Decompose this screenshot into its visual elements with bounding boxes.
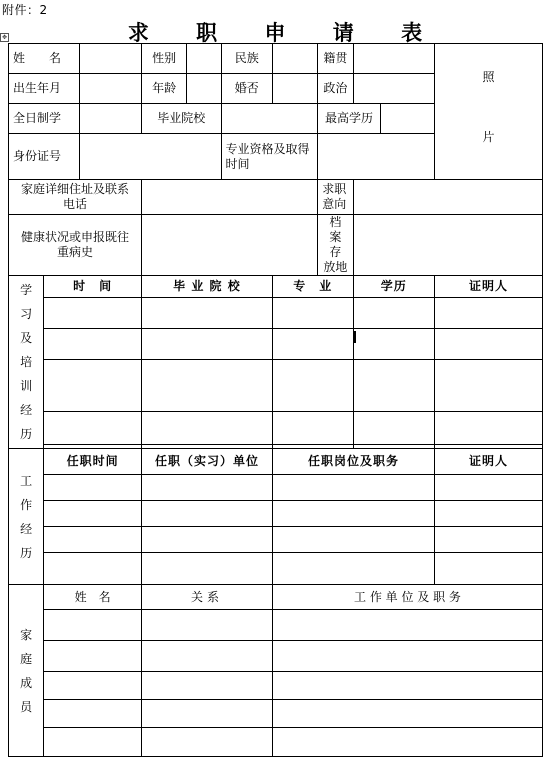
family-cell[interactable] [44, 610, 142, 641]
application-form-table [8, 43, 543, 757]
education-cell[interactable] [141, 329, 272, 360]
family-cell[interactable] [272, 672, 542, 700]
photo-box[interactable] [435, 44, 543, 180]
family-cell[interactable] [44, 672, 142, 700]
education-section-char: 历 [20, 427, 33, 441]
birth-date-label: 出生年月 [9, 74, 80, 104]
age-label: 年龄 [141, 74, 186, 104]
gender-field[interactable] [187, 44, 221, 74]
family-cell[interactable] [141, 641, 272, 672]
family-cell[interactable] [272, 610, 542, 641]
family-section-label [9, 585, 44, 757]
family-cell[interactable] [141, 672, 272, 700]
photo-label-top: 照 [482, 70, 495, 84]
birth-date-field[interactable] [79, 74, 141, 104]
archive-field[interactable] [353, 215, 543, 276]
education-cell[interactable] [435, 329, 543, 360]
work-section-char: 作 [20, 497, 33, 512]
family-cell[interactable] [141, 700, 272, 728]
education-header-degree: 学历 [353, 276, 435, 298]
ethnicity-label: 民族 [221, 44, 272, 74]
name-label: 姓 名 [9, 44, 80, 74]
address-field[interactable] [141, 180, 317, 215]
job-intent-field[interactable] [353, 180, 543, 215]
job-intent-label: 求职意向 [318, 180, 353, 215]
family-cell[interactable] [141, 610, 272, 641]
table-anchor-icon[interactable]: ✥ [1, 34, 8, 41]
education-cell[interactable] [435, 360, 543, 412]
education-cell[interactable] [353, 412, 435, 445]
political-field[interactable] [353, 74, 435, 104]
work-section-label [9, 449, 44, 585]
work-cell[interactable] [435, 553, 543, 585]
work-section-char: 历 [20, 545, 33, 560]
education-section-char: 学 [20, 283, 33, 297]
family-section-char: 成 [20, 675, 33, 690]
education-header-major: 专 业 [272, 276, 353, 298]
education-header-school: 毕 业 院 校 [141, 276, 272, 298]
work-header-position: 任职岗位及职务 [272, 449, 434, 475]
work-cell[interactable] [141, 553, 272, 585]
work-cell[interactable] [272, 527, 434, 553]
work-cell[interactable] [435, 501, 543, 527]
education-section-label [9, 276, 44, 449]
fulltime-edu-field[interactable] [79, 104, 141, 134]
qualification-label: 专业资格及取得时间 [221, 134, 318, 180]
education-cell[interactable] [272, 329, 353, 360]
work-cell[interactable] [272, 475, 434, 501]
native-place-label: 籍贯 [318, 44, 353, 74]
education-cell[interactable] [44, 412, 142, 445]
family-cell[interactable] [272, 700, 542, 728]
work-cell[interactable] [435, 475, 543, 501]
gender-label: 性别 [141, 44, 186, 74]
marital-label: 婚否 [221, 74, 272, 104]
id-number-label: 身份证号 [9, 134, 80, 180]
highest-edu-field[interactable] [380, 104, 434, 134]
address-label: 家庭详细住址及联系电话 [9, 180, 142, 215]
work-cell[interactable] [44, 527, 142, 553]
family-header-relation: 关系 [141, 585, 272, 610]
school-label: 毕业院校 [141, 104, 221, 134]
education-section-char: 习 [20, 307, 33, 321]
education-cell[interactable] [44, 298, 142, 329]
work-cell[interactable] [141, 475, 272, 501]
native-place-field[interactable] [353, 44, 435, 74]
health-field[interactable] [141, 215, 317, 276]
family-header-name: 姓 名 [44, 585, 142, 610]
education-cell[interactable] [141, 360, 272, 412]
work-cell[interactable] [141, 501, 272, 527]
education-section-char: 训 [20, 379, 33, 393]
id-number-field[interactable] [79, 134, 221, 180]
education-cell[interactable] [435, 412, 543, 445]
education-cell[interactable] [272, 412, 353, 445]
education-section-char: 培 [20, 355, 33, 369]
fulltime-edu-label: 全日制学 [9, 104, 80, 134]
name-field[interactable] [79, 44, 141, 74]
family-cell[interactable] [272, 641, 542, 672]
family-cell[interactable] [141, 728, 272, 757]
photo-label-bottom: 片 [482, 130, 495, 144]
family-cell[interactable] [272, 728, 542, 757]
family-cell[interactable] [44, 700, 142, 728]
education-section-char: 及 [20, 331, 33, 345]
health-label: 健康状况或申报既往重病史 [9, 215, 142, 276]
education-cell[interactable] [141, 298, 272, 329]
political-label: 政治 [318, 74, 353, 104]
work-header-employer: 任职（实习）单位 [141, 449, 272, 475]
highest-edu-label: 最高学历 [318, 104, 380, 134]
work-header-period: 任职时间 [44, 449, 142, 475]
education-cell[interactable] [44, 329, 142, 360]
work-cell[interactable] [141, 527, 272, 553]
work-header-reference: 证明人 [435, 449, 543, 475]
work-cell[interactable] [272, 501, 434, 527]
family-section-char: 家 [20, 627, 33, 642]
work-cell[interactable] [44, 475, 142, 501]
archive-label: 档 案 存 放地 [318, 215, 353, 276]
attachment-label: 附件：2 [2, 3, 48, 17]
work-section-char: 工 [20, 473, 33, 488]
school-field[interactable] [221, 104, 318, 134]
family-cell[interactable] [44, 641, 142, 672]
education-header-time: 时 间 [44, 276, 142, 298]
education-cell[interactable] [141, 412, 272, 445]
marital-field[interactable] [272, 74, 317, 104]
education-cell[interactable] [353, 329, 435, 360]
education-cell[interactable] [44, 360, 142, 412]
work-cell[interactable] [44, 501, 142, 527]
education-cell[interactable] [435, 298, 543, 329]
work-cell[interactable] [44, 553, 142, 585]
family-cell[interactable] [44, 728, 142, 757]
work-cell[interactable] [435, 527, 543, 553]
education-cell[interactable] [272, 298, 353, 329]
form-title: 求 职 申 请 表 [127, 20, 443, 45]
ethnicity-field[interactable] [272, 44, 317, 74]
family-header-employer: 工 作 单 位 及 职 务 [272, 585, 542, 610]
education-cell[interactable] [353, 360, 435, 412]
age-field[interactable] [187, 74, 221, 104]
education-cell[interactable] [353, 298, 435, 329]
work-cell[interactable] [272, 553, 434, 585]
family-section-char: 庭 [20, 651, 33, 666]
text-cursor [354, 331, 356, 343]
work-section-char: 经 [20, 521, 33, 536]
education-header-reference: 证明人 [435, 276, 543, 298]
education-section-char: 经 [20, 403, 33, 417]
qualification-field[interactable] [318, 134, 435, 180]
family-section-char: 员 [20, 699, 33, 714]
education-cell[interactable] [272, 360, 353, 412]
